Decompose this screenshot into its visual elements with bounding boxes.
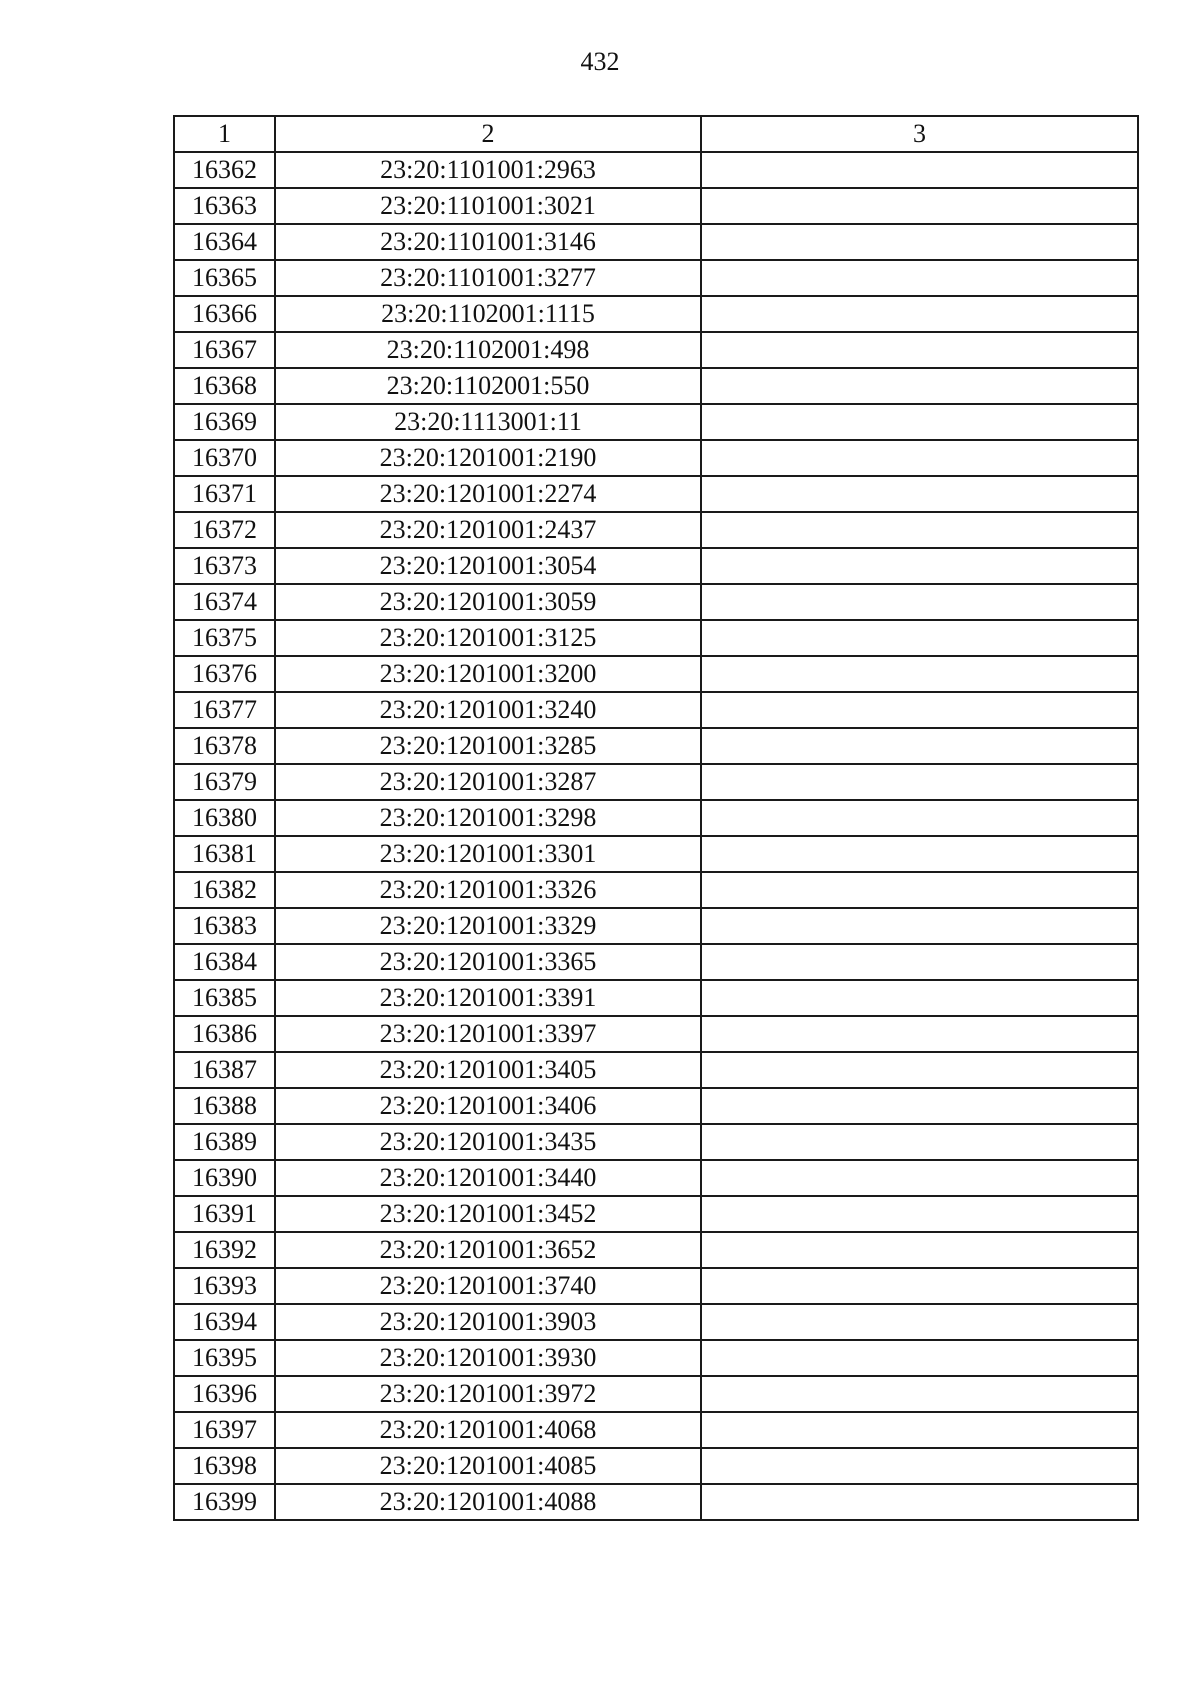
row-number-cell: 16379: [174, 764, 275, 800]
row-number-cell: 16385: [174, 980, 275, 1016]
row-number-cell: 16380: [174, 800, 275, 836]
note-cell: [701, 1484, 1138, 1520]
cadastral-number-cell: 23:20:1201001:3301: [275, 836, 701, 872]
cadastral-table: [173, 115, 1139, 1521]
table-row: [174, 188, 1138, 224]
note-cell: [701, 1376, 1138, 1412]
cadastral-number-cell: 23:20:1201001:3054: [275, 548, 701, 584]
row-number-cell: 16388: [174, 1088, 275, 1124]
cadastral-number-cell: 23:20:1201001:3406: [275, 1088, 701, 1124]
table-row: [174, 800, 1138, 836]
cadastral-number-cell: 23:20:1201001:3652: [275, 1232, 701, 1268]
row-number-cell: 16373: [174, 548, 275, 584]
note-cell: [701, 620, 1138, 656]
note-cell: [701, 1340, 1138, 1376]
cadastral-number-cell: 23:20:1101001:3146: [275, 224, 701, 260]
table-row: [174, 1232, 1138, 1268]
table-row: [174, 1340, 1138, 1376]
table-row: [174, 404, 1138, 440]
table-row: [174, 1304, 1138, 1340]
cadastral-number-cell: 23:20:1201001:3287: [275, 764, 701, 800]
row-number-cell: 16366: [174, 296, 275, 332]
note-cell: [701, 584, 1138, 620]
table-row: [174, 944, 1138, 980]
note-cell: [701, 1124, 1138, 1160]
table-row: [174, 1268, 1138, 1304]
row-number-cell: 16392: [174, 1232, 275, 1268]
note-cell: [701, 260, 1138, 296]
note-cell: [701, 188, 1138, 224]
row-number-cell: 16375: [174, 620, 275, 656]
cadastral-number-cell: 23:20:1201001:4088: [275, 1484, 701, 1520]
table-row: [174, 620, 1138, 656]
cadastral-number-cell: 23:20:1201001:2190: [275, 440, 701, 476]
table-row: [174, 332, 1138, 368]
cadastral-number-cell: 23:20:1201001:3329: [275, 908, 701, 944]
cadastral-number-cell: 23:20:1201001:3298: [275, 800, 701, 836]
column-header: 3: [701, 116, 1138, 152]
cadastral-number-cell: 23:20:1201001:3435: [275, 1124, 701, 1160]
cadastral-number-cell: 23:20:1201001:3930: [275, 1340, 701, 1376]
note-cell: [701, 440, 1138, 476]
table-row: [174, 764, 1138, 800]
row-number-cell: 16399: [174, 1484, 275, 1520]
table-row: [174, 260, 1138, 296]
table-row: [174, 908, 1138, 944]
note-cell: [701, 1088, 1138, 1124]
row-number-cell: 16376: [174, 656, 275, 692]
cadastral-number-cell: 23:20:1201001:2437: [275, 512, 701, 548]
cadastral-number-cell: 23:20:1201001:3405: [275, 1052, 701, 1088]
table-row: [174, 548, 1138, 584]
row-number-cell: 16393: [174, 1268, 275, 1304]
note-cell: [701, 1160, 1138, 1196]
row-number-cell: 16367: [174, 332, 275, 368]
note-cell: [701, 368, 1138, 404]
note-cell: [701, 944, 1138, 980]
cadastral-number-cell: 23:20:1201001:3365: [275, 944, 701, 980]
cadastral-number-cell: 23:20:1101001:3021: [275, 188, 701, 224]
row-number-cell: 16369: [174, 404, 275, 440]
table-row: [174, 368, 1138, 404]
row-number-cell: 16370: [174, 440, 275, 476]
cadastral-number-cell: 23:20:1101001:3277: [275, 260, 701, 296]
note-cell: [701, 1196, 1138, 1232]
cadastral-number-cell: 23:20:1113001:11: [275, 404, 701, 440]
note-cell: [701, 1304, 1138, 1340]
note-cell: [701, 656, 1138, 692]
table-row: [174, 224, 1138, 260]
row-number-cell: 16398: [174, 1448, 275, 1484]
row-number-cell: 16365: [174, 260, 275, 296]
cadastral-number-cell: 23:20:1201001:4085: [275, 1448, 701, 1484]
note-cell: [701, 980, 1138, 1016]
table-row: [174, 584, 1138, 620]
note-cell: [701, 404, 1138, 440]
note-cell: [701, 332, 1138, 368]
note-cell: [701, 1016, 1138, 1052]
table-row: [174, 440, 1138, 476]
cadastral-number-cell: 23:20:1102001:550: [275, 368, 701, 404]
row-number-cell: 16382: [174, 872, 275, 908]
table-row: [174, 476, 1138, 512]
cadastral-number-cell: 23:20:1201001:3285: [275, 728, 701, 764]
row-number-cell: 16389: [174, 1124, 275, 1160]
note-cell: [701, 548, 1138, 584]
row-number-cell: 16384: [174, 944, 275, 980]
row-number-cell: 16381: [174, 836, 275, 872]
row-number-cell: 16395: [174, 1340, 275, 1376]
note-cell: [701, 692, 1138, 728]
note-cell: [701, 1412, 1138, 1448]
table-row: [174, 692, 1138, 728]
cadastral-number-cell: 23:20:1201001:3200: [275, 656, 701, 692]
table-row: [174, 728, 1138, 764]
note-cell: [701, 152, 1138, 188]
table-row: [174, 1088, 1138, 1124]
cadastral-number-cell: 23:20:1102001:498: [275, 332, 701, 368]
row-number-cell: 16362: [174, 152, 275, 188]
row-number-cell: 16396: [174, 1376, 275, 1412]
cadastral-number-cell: 23:20:1201001:3240: [275, 692, 701, 728]
column-header: 2: [275, 116, 701, 152]
table-row: [174, 512, 1138, 548]
table-row: [174, 1016, 1138, 1052]
row-number-cell: 16364: [174, 224, 275, 260]
row-number-cell: 16371: [174, 476, 275, 512]
cadastral-number-cell: 23:20:1201001:2274: [275, 476, 701, 512]
note-cell: [701, 224, 1138, 260]
row-number-cell: 16383: [174, 908, 275, 944]
note-cell: [701, 1268, 1138, 1304]
table-row: [174, 1412, 1138, 1448]
note-cell: [701, 764, 1138, 800]
cadastral-number-cell: 23:20:1201001:3391: [275, 980, 701, 1016]
cadastral-number-cell: 23:20:1201001:3326: [275, 872, 701, 908]
row-number-cell: 16390: [174, 1160, 275, 1196]
table-row: [174, 980, 1138, 1016]
row-number-cell: 16387: [174, 1052, 275, 1088]
row-number-cell: 16368: [174, 368, 275, 404]
table-row: [174, 1484, 1138, 1520]
cadastral-number-cell: 23:20:1201001:3125: [275, 620, 701, 656]
column-header: 1: [174, 116, 275, 152]
note-cell: [701, 1052, 1138, 1088]
cadastral-number-cell: 23:20:1201001:3903: [275, 1304, 701, 1340]
note-cell: [701, 1448, 1138, 1484]
row-number-cell: 16372: [174, 512, 275, 548]
note-cell: [701, 908, 1138, 944]
note-cell: [701, 512, 1138, 548]
note-cell: [701, 296, 1138, 332]
table-row: [174, 1196, 1138, 1232]
table-row: [174, 1448, 1138, 1484]
cadastral-number-cell: 23:20:1201001:4068: [275, 1412, 701, 1448]
note-cell: [701, 800, 1138, 836]
row-number-cell: 16397: [174, 1412, 275, 1448]
table-row: [174, 1160, 1138, 1196]
table-body: [174, 152, 1138, 1520]
row-number-cell: 16377: [174, 692, 275, 728]
cadastral-number-cell: 23:20:1101001:2963: [275, 152, 701, 188]
note-cell: [701, 728, 1138, 764]
row-number-cell: 16386: [174, 1016, 275, 1052]
table-row: [174, 836, 1138, 872]
table-row: [174, 152, 1138, 188]
cadastral-number-cell: 23:20:1201001:3972: [275, 1376, 701, 1412]
page-number: 432: [580, 47, 620, 76]
cadastral-number-cell: 23:20:1102001:1115: [275, 296, 701, 332]
table-row: [174, 872, 1138, 908]
table-row: [174, 1052, 1138, 1088]
table-row: [174, 1124, 1138, 1160]
note-cell: [701, 476, 1138, 512]
row-number-cell: 16391: [174, 1196, 275, 1232]
note-cell: [701, 872, 1138, 908]
cadastral-number-cell: 23:20:1201001:3452: [275, 1196, 701, 1232]
table-row: [174, 296, 1138, 332]
row-number-cell: 16374: [174, 584, 275, 620]
cadastral-number-cell: 23:20:1201001:3440: [275, 1160, 701, 1196]
cadastral-number-cell: 23:20:1201001:3740: [275, 1268, 701, 1304]
row-number-cell: 16394: [174, 1304, 275, 1340]
row-number-cell: 16378: [174, 728, 275, 764]
table-row: [174, 656, 1138, 692]
cadastral-number-cell: 23:20:1201001:3397: [275, 1016, 701, 1052]
row-number-cell: 16363: [174, 188, 275, 224]
note-cell: [701, 1232, 1138, 1268]
table-header-row: [174, 116, 1138, 152]
cadastral-number-cell: 23:20:1201001:3059: [275, 584, 701, 620]
table-row: [174, 1376, 1138, 1412]
note-cell: [701, 836, 1138, 872]
